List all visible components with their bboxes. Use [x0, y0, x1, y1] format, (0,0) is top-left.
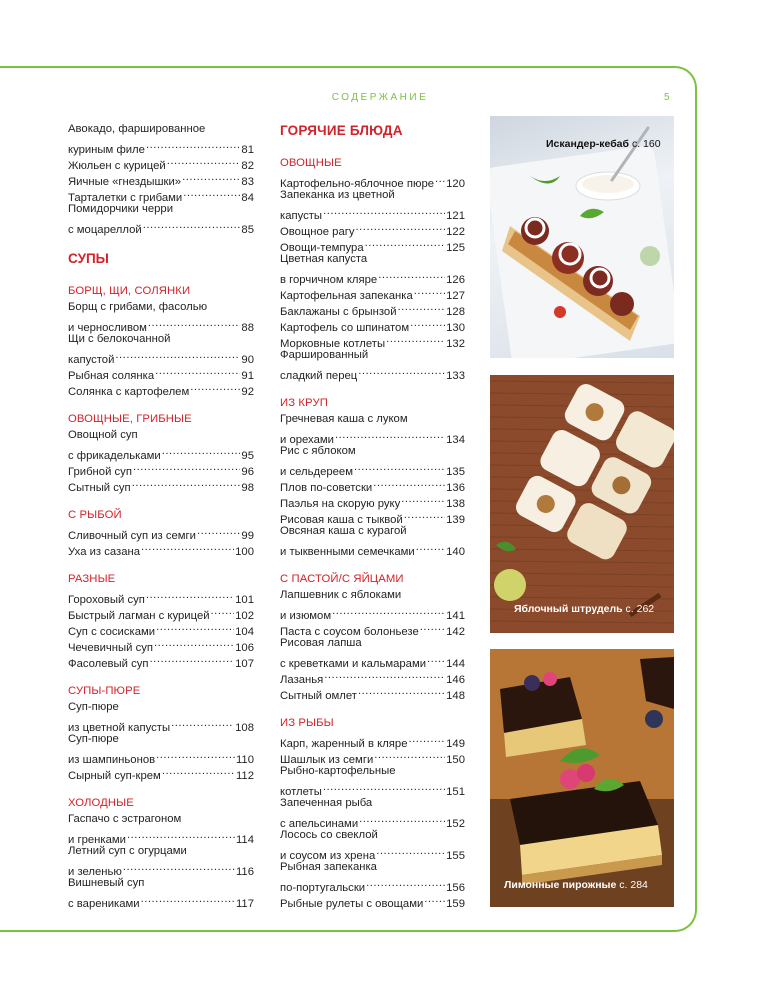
dot-leader — [414, 283, 445, 299]
dot-leader — [143, 217, 241, 233]
toc-entry-text-line — [280, 827, 465, 843]
toc-page-number: 98 — [241, 482, 254, 494]
toc-entry-final-line — [280, 539, 465, 558]
toc-entry-title: и черносливом — [68, 322, 147, 334]
toc-entry-title-part: Борщ с грибами, фасолью — [68, 301, 208, 313]
toc-section — [68, 683, 254, 782]
toc-entry-title-part: Овсяная каша с курагой — [280, 525, 407, 537]
toc-entry-text-line — [280, 859, 465, 875]
dot-leader — [115, 347, 240, 363]
toc-page-number: 156 — [446, 882, 465, 894]
toc-page-number: 125 — [446, 242, 465, 254]
dot-leader — [146, 137, 240, 153]
toc-entry-title: Сытный омлет — [280, 690, 357, 702]
toc-entry-title: Овощное рагу — [280, 226, 355, 238]
toc-section — [280, 155, 465, 382]
toc-page-number: 149 — [446, 738, 465, 750]
toc-entry-final-line — [68, 347, 254, 366]
dot-leader — [335, 427, 445, 443]
toc-entry-title: Паэлья на скорую руку — [280, 498, 401, 510]
toc-entry-text-line — [68, 427, 254, 443]
toc-entry-final-line — [68, 315, 254, 334]
toc-entry — [280, 443, 465, 478]
toc-entry — [68, 427, 254, 462]
page-title: СОДЕРЖАНИЕ — [331, 92, 429, 103]
toc-entry — [280, 171, 465, 190]
dot-leader — [154, 635, 234, 651]
dot-leader — [358, 683, 445, 699]
toc-entry-title-part: Рыбно-картофельные — [280, 765, 396, 777]
toc-entry-title: из цветной капусты — [68, 722, 171, 734]
toc-entry-title: с апельсинами — [280, 818, 359, 830]
toc-page-number: 132 — [446, 338, 465, 350]
toc-page-number: 144 — [446, 658, 465, 670]
toc-entry-text-line — [280, 411, 465, 427]
section-heading: ИЗ КРУП — [280, 397, 328, 409]
toc-entry-title: по-португальски — [280, 882, 366, 894]
toc-entry-text-line — [280, 587, 465, 603]
toc-entry-title-part: Лапшевник с яблоками — [280, 589, 402, 601]
toc-entry-final-line — [280, 603, 465, 622]
toc-entry-title-part: Фаршированный — [280, 349, 369, 361]
dot-leader — [365, 235, 446, 251]
section-heading: БОРЩ, ЩИ, СОЛЯНКИ — [68, 285, 191, 297]
toc-entry-title: с креветками и кальмарами — [280, 658, 427, 670]
dot-leader — [435, 171, 445, 187]
toc-page-number: 121 — [446, 210, 465, 222]
toc-page-number: 140 — [446, 546, 465, 558]
toc-entry-final-line — [68, 587, 254, 606]
toc-entry-text-line — [68, 121, 254, 137]
page-header — [0, 92, 762, 106]
photo-caption-kebab — [546, 138, 661, 150]
toc-page-number: 146 — [446, 674, 465, 686]
toc-section — [68, 795, 254, 910]
toc-entry-title: Сытный суп — [68, 482, 131, 494]
page-number: 5 — [664, 92, 670, 103]
toc-entry-title-part: Лосось со свеклой — [280, 829, 378, 841]
toc-entry-title: капусты — [280, 210, 323, 222]
toc-page-number: 108 — [235, 722, 254, 734]
photo-caption-name: Яблочный штрудель — [514, 603, 623, 615]
toc-column-middle — [280, 121, 465, 910]
toc-page-number: 159 — [446, 898, 465, 910]
dot-leader — [156, 619, 234, 635]
dot-leader — [376, 843, 445, 859]
toc-page-number: 116 — [235, 866, 254, 878]
toc-page-number: 96 — [241, 466, 254, 478]
toc-entry-title: Баклажаны с брынзой — [280, 306, 397, 318]
toc-entry — [68, 811, 254, 846]
toc-entry-title: из шампиньонов — [68, 754, 156, 766]
toc-entry-title-part: Запеченная рыба — [280, 797, 373, 809]
toc-page-number: 85 — [241, 224, 254, 236]
toc-entry-title: и орехами — [280, 434, 334, 446]
photo-iskander-kebab — [490, 116, 674, 358]
toc-entry-final-line — [280, 651, 465, 670]
toc-page-number: 148 — [446, 690, 465, 702]
dot-leader — [197, 523, 240, 539]
dot-leader — [132, 475, 241, 491]
photo-caption-page: с. 160 — [631, 138, 661, 150]
toc-entry-title: котлеты — [280, 786, 322, 798]
dot-leader — [386, 331, 445, 347]
dot-leader — [123, 859, 235, 875]
toc-entry-title: Рыбная солянка — [68, 370, 155, 382]
toc-entry-title: Картофельная запеканка — [280, 290, 413, 302]
toc-page-number: 134 — [446, 434, 465, 446]
toc-entry — [280, 411, 465, 446]
toc-section — [68, 507, 254, 558]
toc-entry-title: Картофель со шпинатом — [280, 322, 410, 334]
toc-entry-title: Фасолевый суп — [68, 658, 149, 670]
toc-entry-title-part: Летний суп с огурцами — [68, 845, 187, 857]
toc-section — [68, 283, 254, 398]
dot-leader — [427, 651, 445, 667]
toc-page-number: 92 — [241, 386, 254, 398]
section-heading: ОВОЩНЫЕ — [280, 157, 342, 169]
toc-entry-final-line — [280, 875, 465, 894]
toc-page-number: 112 — [235, 770, 254, 782]
dot-leader — [182, 169, 240, 185]
toc-entry-title: Карп, жаренный в кляре — [280, 738, 408, 750]
toc-entry-text-line — [68, 811, 254, 827]
toc-entry-text-line — [68, 201, 254, 217]
dot-leader — [211, 603, 235, 619]
toc-entry-title-part: Суп-пюре — [68, 733, 119, 745]
toc-page-number: 90 — [241, 354, 254, 366]
toc-entry-final-line — [68, 443, 254, 462]
dot-leader — [324, 667, 445, 683]
toc-page-number: 83 — [241, 176, 254, 188]
toc-entry-text-line — [68, 875, 254, 891]
toc-entry — [280, 187, 465, 222]
toc-entry-final-line — [280, 363, 465, 382]
toc-entry-title: и зеленью — [68, 866, 122, 878]
toc-page-number: 127 — [446, 290, 465, 302]
toc-page-number: 95 — [241, 450, 254, 462]
toc-page-number: 130 — [446, 322, 465, 334]
toc-entry-final-line — [280, 843, 465, 862]
toc-entry-title: Уха из сазана — [68, 546, 141, 558]
toc-entry-final-line — [68, 217, 254, 236]
toc-section — [68, 411, 254, 494]
toc-entry-title: с варениками — [68, 898, 140, 910]
toc-entry-title-part: Цветная капуста — [280, 253, 368, 265]
strudel-illustration — [490, 375, 674, 633]
dot-leader — [378, 267, 445, 283]
dot-leader — [404, 507, 445, 523]
toc-column-left — [68, 121, 254, 910]
toc-entry-title: Тарталетки с грибами — [68, 192, 183, 204]
toc-entry-title: Лазанья — [280, 674, 324, 686]
toc-page-number: 122 — [446, 226, 465, 238]
dot-leader — [356, 219, 446, 235]
dot-leader — [358, 363, 445, 379]
toc-page-number: 141 — [446, 610, 465, 622]
toc-entry-final-line — [280, 267, 465, 286]
toc-entry-final-line — [280, 459, 465, 478]
toc-entry-title-part: Суп-пюре — [68, 701, 119, 713]
toc-entry-title: с моцареллой — [68, 224, 142, 236]
toc-page-number: 114 — [235, 834, 254, 846]
toc-page-number: 133 — [446, 370, 465, 382]
toc-entry-title: Плов по-советски — [280, 482, 373, 494]
toc-entry — [280, 523, 465, 558]
toc-entry-title: Овощи-темпура — [280, 242, 364, 254]
toc-entry-text-line — [280, 251, 465, 267]
toc-entry — [280, 251, 465, 286]
toc-entry-title: Чечевичный суп — [68, 642, 154, 654]
toc-entry-final-line — [280, 811, 465, 830]
toc-page-number: 102 — [235, 610, 254, 622]
dot-leader — [162, 763, 235, 779]
toc-entry — [280, 859, 465, 894]
section-heading: ИЗ РЫБЫ — [280, 717, 334, 729]
photo-caption-name: Искандер-кебаб — [546, 138, 630, 150]
toc-entry-title: и тыквенными семечками — [280, 546, 415, 558]
toc-page-number: 142 — [446, 626, 465, 638]
section-heading: СУПЫ-ПЮРЕ — [68, 685, 141, 697]
toc-page-number: 99 — [241, 530, 254, 542]
toc-page-number: 139 — [446, 514, 465, 526]
toc-entry-title: Грибной суп — [68, 466, 132, 478]
dot-leader — [354, 459, 445, 475]
toc-entry-title-part: Гаспачо с эстрагоном — [68, 813, 182, 825]
toc-page-number: 81 — [241, 144, 254, 156]
toc-entry-title: Сырный суп-крем — [68, 770, 161, 782]
toc-entry — [68, 875, 254, 910]
toc-page-number: 120 — [446, 178, 465, 190]
toc-entry-title: Картофельно-яблочное пюре — [280, 178, 435, 190]
toc-entry-final-line — [68, 715, 254, 734]
toc-entry-title: Морковные котлеты — [280, 338, 386, 350]
dot-leader — [416, 539, 445, 555]
toc-page-number: 104 — [235, 626, 254, 638]
toc-entry-title-part: Овощной суп — [68, 429, 138, 441]
toc-entry-title: Солянка с картофелем — [68, 386, 190, 398]
toc-entry-title-part: Помидорчики черри — [68, 203, 174, 215]
dot-leader — [156, 747, 235, 763]
toc-entry — [68, 699, 254, 734]
toc-entry-title: Яичные «гнездышки» — [68, 176, 182, 188]
dot-leader — [398, 299, 446, 315]
dot-leader — [148, 315, 241, 331]
toc-page-number: 88 — [241, 322, 254, 334]
toc-entry-title-part: Рисовая лапша — [280, 637, 362, 649]
dot-leader — [408, 731, 445, 747]
dot-leader — [146, 587, 234, 603]
dot-leader — [141, 539, 234, 555]
toc-page-number: 110 — [235, 754, 254, 766]
toc-entry-title: Рыбные рулеты с овощами — [280, 898, 424, 910]
toc-section — [280, 715, 465, 910]
photo-lemon-cakes — [490, 649, 674, 907]
toc-entry-final-line — [68, 891, 254, 910]
section-heading: С РЫБОЙ — [68, 509, 122, 521]
dot-leader — [323, 203, 445, 219]
dot-leader — [420, 619, 445, 635]
photo-caption-strudel — [514, 603, 654, 615]
toc-entry-text-line — [280, 187, 465, 203]
toc-page-number: 101 — [235, 594, 254, 606]
dot-leader — [374, 747, 445, 763]
toc-page-number: 100 — [235, 546, 254, 558]
toc-entry-title: и соусом из хрена — [280, 850, 376, 862]
toc-entry-text-line — [68, 699, 254, 715]
photo-caption-name: Лимонные пирожные — [504, 879, 617, 891]
toc-entry-title: Шашлык из семги — [280, 754, 374, 766]
dot-leader — [366, 875, 445, 891]
toc-entry-final-line — [280, 203, 465, 222]
toc-entry-final-line — [280, 171, 465, 190]
dot-leader — [150, 651, 235, 667]
toc-entry-title: и сельдереем — [280, 466, 353, 478]
toc-page-number: 155 — [446, 850, 465, 862]
toc-entry-title: капустой — [68, 354, 115, 366]
toc-entry — [68, 587, 254, 606]
toc-entry-text-line — [68, 299, 254, 315]
toc-page-number: 126 — [446, 274, 465, 286]
toc-page-number: 135 — [446, 466, 465, 478]
photo-caption-lemon-cakes — [504, 879, 648, 891]
toc-entry-title-part: Рыбная запеканка — [280, 861, 377, 873]
toc-entry — [280, 827, 465, 862]
toc-entry-final-line — [280, 427, 465, 446]
dot-leader — [171, 715, 234, 731]
dot-leader — [401, 491, 445, 507]
toc-entry — [280, 795, 465, 830]
dot-leader — [127, 827, 235, 843]
toc-page-number: 84 — [241, 192, 254, 204]
toc-entry-title: Сливочный суп из семги — [68, 530, 196, 542]
toc-entry-final-line — [68, 859, 254, 878]
dot-leader — [183, 185, 240, 201]
dot-leader — [141, 891, 235, 907]
toc-entry-final-line — [68, 827, 254, 846]
toc-entry-title: Суп с сосисками — [68, 626, 156, 638]
chapter-heading: СУПЫ — [68, 251, 109, 266]
toc-entry — [280, 763, 465, 798]
toc-entry-text-line — [68, 331, 254, 347]
dot-leader — [332, 603, 445, 619]
toc-entry-title: Паста с соусом болоньезе — [280, 626, 419, 638]
toc-entry-text-line — [280, 795, 465, 811]
toc-entry-title: с фрикадельками — [68, 450, 161, 462]
toc-entry-title: в горчичном кляре — [280, 274, 378, 286]
toc-entry-title: Гороховый суп — [68, 594, 145, 606]
toc-entry — [68, 201, 254, 236]
dot-leader — [190, 379, 240, 395]
dot-leader — [167, 153, 241, 169]
section-heading: С ПАСТОЙ/С ЯЙЦАМИ — [280, 573, 404, 585]
toc-page-number: 152 — [446, 818, 465, 830]
toc-entry — [280, 587, 465, 622]
photo-caption-page: с. 262 — [625, 603, 655, 615]
toc-section — [280, 571, 465, 702]
toc-entry-title-part: Щи с белокочанной — [68, 333, 171, 345]
toc-entry-title: Жюльен с курицей — [68, 160, 166, 172]
kebab-illustration — [490, 116, 674, 358]
toc-entry-title: и изюмом — [280, 610, 332, 622]
toc-section — [280, 395, 465, 558]
toc-entry-title: сладкий перец — [280, 370, 358, 382]
toc-page-number: 107 — [235, 658, 254, 670]
toc-entry-title-part: Рис с яблоком — [280, 445, 356, 457]
toc-entry-text-line — [280, 523, 465, 539]
toc-page-number: 150 — [446, 754, 465, 766]
dot-leader — [155, 363, 240, 379]
toc-entry-text-line — [68, 843, 254, 859]
toc-entry-title-part: Запеканка из цветной — [280, 189, 395, 201]
toc-page-number: 117 — [235, 898, 254, 910]
section-heading: РАЗНЫЕ — [68, 573, 116, 585]
toc-entry-final-line — [280, 779, 465, 798]
toc-page-number: 128 — [446, 306, 465, 318]
chapter-heading: ГОРЯЧИЕ БЛЮДА — [280, 123, 403, 138]
dot-leader — [133, 459, 240, 475]
toc-entry-text-line — [280, 443, 465, 459]
toc-entry-text-line — [280, 763, 465, 779]
dot-leader — [323, 779, 445, 795]
dot-leader — [359, 811, 445, 827]
photo-apple-strudel — [490, 375, 674, 633]
toc-entry — [280, 731, 465, 750]
toc-entry — [68, 843, 254, 878]
photo-caption-page: с. 284 — [619, 879, 648, 891]
toc-entry-final-line — [68, 523, 254, 542]
dot-leader — [162, 443, 241, 459]
toc-page-number: 151 — [446, 786, 465, 798]
toc-entry — [68, 299, 254, 334]
toc-section — [68, 571, 254, 670]
dot-leader — [410, 315, 445, 331]
toc-page-number: 138 — [446, 498, 465, 510]
section-heading: ХОЛОДНЫЕ — [68, 797, 134, 809]
toc-entry — [68, 121, 254, 156]
toc-page-number: 136 — [446, 482, 465, 494]
toc-entry-title-part: Вишневый суп — [68, 877, 145, 889]
toc-entry-title: куриным филе — [68, 144, 145, 156]
toc-entry-title-part: Гречневая каша с луком — [280, 413, 408, 425]
section-heading: ОВОЩНЫЕ, ГРИБНЫЕ — [68, 413, 192, 425]
lemon-cakes-illustration — [490, 649, 674, 907]
toc-entry-final-line — [280, 731, 465, 750]
toc-entry-title: и гренками — [68, 834, 126, 846]
toc-entry-final-line — [68, 747, 254, 766]
toc-entry-title: Рисовая каша с тыквой — [280, 514, 403, 526]
toc-entry — [68, 523, 254, 542]
toc-page-number: 91 — [241, 370, 254, 382]
dot-leader — [424, 891, 445, 907]
toc-entry — [68, 331, 254, 366]
toc-page-number: 82 — [241, 160, 254, 172]
toc-entry-final-line — [68, 137, 254, 156]
dot-leader — [373, 475, 445, 491]
toc-entry-title: Быстрый лагман с курицей — [68, 610, 210, 622]
toc-entry-title-part: Авокадо, фаршированное — [68, 123, 206, 135]
toc-page-number: 106 — [235, 642, 254, 654]
